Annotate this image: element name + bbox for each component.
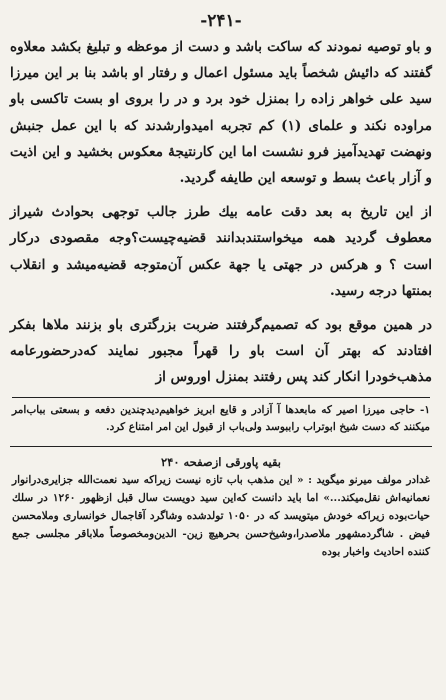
footnote-line: ۱- حاجی میرزا اصیر که مابعدها آ آزادر و قایع ابریز خواهیم‌دید‌چندین [120, 403, 431, 416]
text-line: گردید. [179, 170, 216, 187]
appendix-line: اما باید دانست که‌این سید دویست سال قبل ازظهور ۱۲۶۰ در سلك [12, 491, 319, 504]
text-line: او بست تاکسی باو مراوده نکند و علمای (۱) کم تجربه امیدوارشدند [10, 91, 433, 134]
text-line: که‌درحضورعامه مذهب‌خودرا انکار کند پس رفتند بمنزل اوروس از [10, 343, 432, 386]
text-line: معکوس بخشید و این اذیت و آزار باعث بسط و توسعه این طایفه [10, 143, 432, 187]
continued-footnote [10, 446, 432, 562]
text-line: ملاها بفکر افتادند که بهتر آن است باو را قهراً مجبور نمایند [10, 317, 432, 360]
appendix-line: الدین‌ومخصوصاً ملاباقر مجلسی جمع کننده احادیث واخبار بوده [12, 528, 430, 559]
page-number: -۲۴۱- [200, 11, 242, 31]
footnote [10, 402, 432, 436]
paragraph-3 [10, 312, 432, 391]
appendix-line: حیات‌بوده زیراکه خودش میتویسد که در ۱۰۵۰ تولدشده وشاگرد آقاجمال [111, 510, 430, 523]
footnote-line: این امر امتناع کرد. [106, 420, 189, 433]
continued-footnote-text [10, 471, 432, 562]
paragraph-2 [10, 199, 432, 304]
text-line: در همین موقع بود که تصمیم‌گرفتند ضربت بزرگتری باو بزنند [75, 317, 433, 334]
main-text [10, 34, 432, 391]
text-line: که با این عمل جنبش ونهضت تهدیدآمیز فرو نشست اما این کارنتیجهٔ [10, 117, 432, 160]
text-line: و باو توصیه نمودند که ساکت باشد و دست از موعظه و تبلیغ بکشد [50, 39, 432, 55]
text-line: از این تاریخ به بعد دقت عامه بیك طرز جالب توجهی بحوادث [51, 204, 432, 221]
text-line: معلاوه گفتند که دائیش شخصاً باید مسئول اعمال و رفتار او باشد بنا [10, 39, 432, 82]
footnote-divider [12, 397, 430, 398]
appendix-line: خوانساری وملامحسن فیض . شاگردمشهور ملاصدرا،وشیخ‌حسن بحرهیچ زین- [12, 510, 430, 541]
appendix-line: جزایری‌درانوار نعمانیه‌اش نقل‌میکند...» [12, 473, 431, 504]
paragraph-1 [10, 34, 432, 191]
text-line: بر این میرزا سید علی خواهر زاده را بمنزل خود برد و در را بروی [10, 65, 433, 108]
text-line: شیراز معطوف گردید همه میخواستندبدانند قضیه‌چیست؟وجه مقصودی [10, 204, 432, 247]
footnote-line: دفعه و بسعتی بباب‌امر میکنند که دست شیخ ابوتراب را‌ببوسد ولی‌باب از قبول [12, 403, 430, 433]
continued-footnote-heading: بقیه پاورقی ازصفحه ۲۴۰ [160, 454, 281, 469]
appendix-line: غدادر مولف میرنو میگوید : « این مذهب باب تازه نیست زیراکه سید نعمت‌الله [77, 473, 431, 486]
text-line: درکار است ؟ و هرکس در جهتی یا جهة عکس آن‌متوجه قضیه‌میشد و [10, 230, 433, 273]
text-line: انقلاب بمنتها درجه رسید. [10, 256, 432, 299]
